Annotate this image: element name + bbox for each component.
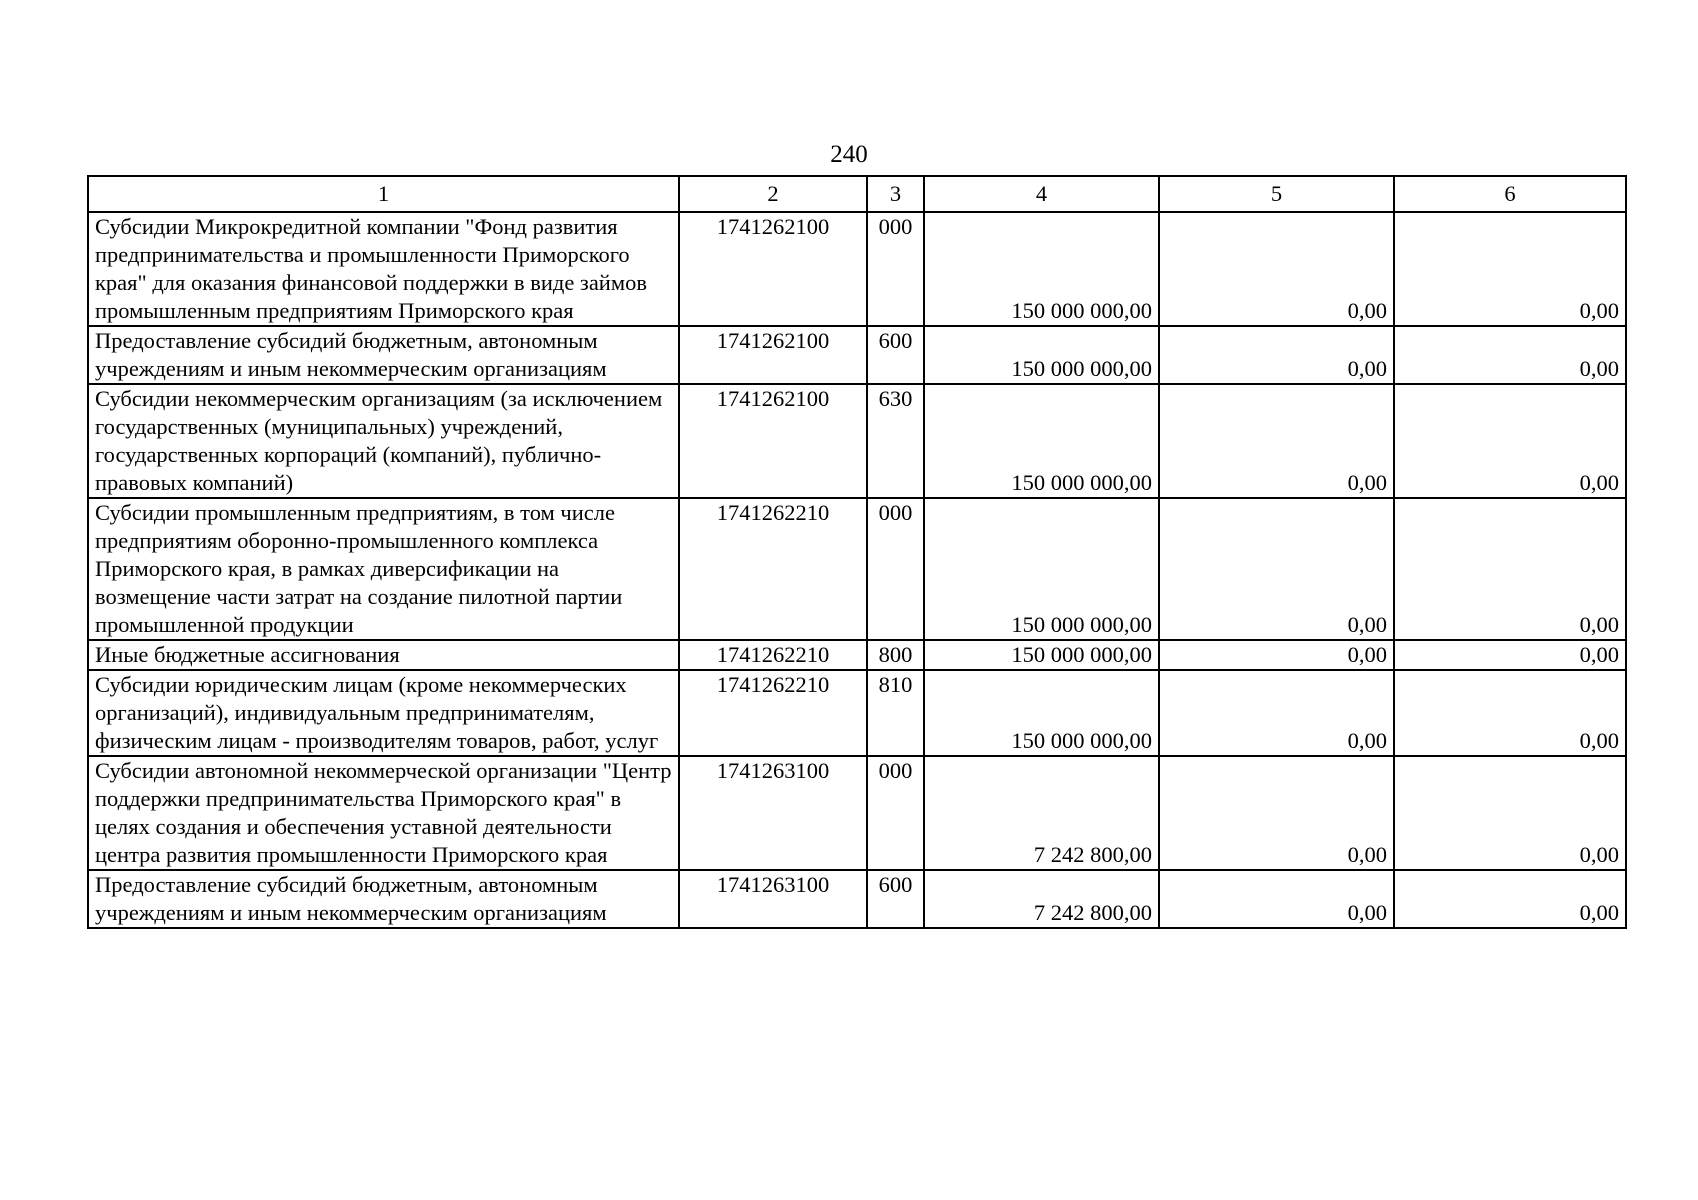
row-amount-col6: 0,00: [1394, 498, 1626, 640]
table-row: [88, 640, 1626, 670]
row-name: Субсидии промышленным предприятиям, в том числе предприятиям оборонно-промышленного комплекса Приморского края, в рамках диверсификации на возмещение части затрат на создание пилотной партии промышленной продукции: [88, 498, 679, 640]
table-row: [88, 870, 1626, 928]
row-expense-type: 800: [867, 640, 924, 670]
row-target-code: 1741262210: [679, 670, 867, 756]
row-expense-type: 600: [867, 870, 924, 928]
table-row: [88, 326, 1626, 384]
row-amount-col5: 0,00: [1159, 670, 1394, 756]
budget-table: [87, 175, 1627, 929]
row-amount-col6: 0,00: [1394, 384, 1626, 498]
table-row: [88, 670, 1626, 756]
page-number: 240: [830, 141, 868, 168]
row-amount-col4: 150 000 000,00: [924, 498, 1159, 640]
row-target-code: 1741263100: [679, 870, 867, 928]
row-amount-col4: 150 000 000,00: [924, 326, 1159, 384]
row-amount-col5: 0,00: [1159, 870, 1394, 928]
row-amount-col6: 0,00: [1394, 640, 1626, 670]
row-name: Иные бюджетные ассигнования: [88, 640, 679, 670]
row-amount-col4: 7 242 800,00: [924, 870, 1159, 928]
row-name: Субсидии Микрокредитной компании "Фонд развития предпринимательства и промышленности Приморского края" для оказания финансовой поддержки в виде займов промышленным предприятиям Приморского края: [88, 212, 679, 326]
row-expense-type: 600: [867, 326, 924, 384]
row-amount-col5: 0,00: [1159, 212, 1394, 326]
row-expense-type: 810: [867, 670, 924, 756]
row-target-code: 1741262100: [679, 212, 867, 326]
table-row: [88, 498, 1626, 640]
table-row: [88, 212, 1626, 326]
row-amount-col5: 0,00: [1159, 640, 1394, 670]
row-amount-col6: 0,00: [1394, 326, 1626, 384]
row-target-code: 1741262100: [679, 384, 867, 498]
row-expense-type: 000: [867, 212, 924, 326]
row-name: Предоставление субсидий бюджетным, автономным учреждениям и иным некоммерческим организациям: [88, 870, 679, 928]
row-name: Субсидии юридическим лицам (кроме некоммерческих организаций), индивидуальным предпринимателям, физическим лицам - производителям товаров, работ, услуг: [88, 670, 679, 756]
row-amount-col5: 0,00: [1159, 498, 1394, 640]
row-amount-col4: 150 000 000,00: [924, 640, 1159, 670]
row-target-code: 1741262210: [679, 640, 867, 670]
column-header-3: 3: [867, 176, 924, 212]
row-amount-col4: 150 000 000,00: [924, 670, 1159, 756]
column-header-6: 6: [1394, 176, 1626, 212]
row-amount-col5: 0,00: [1159, 326, 1394, 384]
row-expense-type: 000: [867, 498, 924, 640]
row-amount-col4: 7 242 800,00: [924, 756, 1159, 870]
row-amount-col5: 0,00: [1159, 384, 1394, 498]
row-amount-col6: 0,00: [1394, 756, 1626, 870]
column-header-4: 4: [924, 176, 1159, 212]
row-expense-type: 000: [867, 756, 924, 870]
row-amount-col6: 0,00: [1394, 870, 1626, 928]
column-header-1: 1: [88, 176, 679, 212]
row-amount-col6: 0,00: [1394, 670, 1626, 756]
column-header-5: 5: [1159, 176, 1394, 212]
row-name: Предоставление субсидий бюджетным, автономным учреждениям и иным некоммерческим организациям: [88, 326, 679, 384]
row-target-code: 1741262210: [679, 498, 867, 640]
table-row: [88, 384, 1626, 498]
column-header-2: 2: [679, 176, 867, 212]
row-name: Субсидии автономной некоммерческой организации "Центр поддержки предпринимательства Приморского края" в целях создания и обеспечения уставной деятельности центра развития промышленности Приморского края: [88, 756, 679, 870]
row-amount-col4: 150 000 000,00: [924, 384, 1159, 498]
row-target-code: 1741263100: [679, 756, 867, 870]
table-row: [88, 756, 1626, 870]
table-header-row: [88, 176, 1626, 212]
row-name: Субсидии некоммерческим организациям (за исключением государственных (муниципальных) учреждений, государственных корпораций (компаний), публично-правовых компаний): [88, 384, 679, 498]
row-expense-type: 630: [867, 384, 924, 498]
row-amount-col6: 0,00: [1394, 212, 1626, 326]
row-target-code: 1741262100: [679, 326, 867, 384]
row-amount-col4: 150 000 000,00: [924, 212, 1159, 326]
row-amount-col5: 0,00: [1159, 756, 1394, 870]
